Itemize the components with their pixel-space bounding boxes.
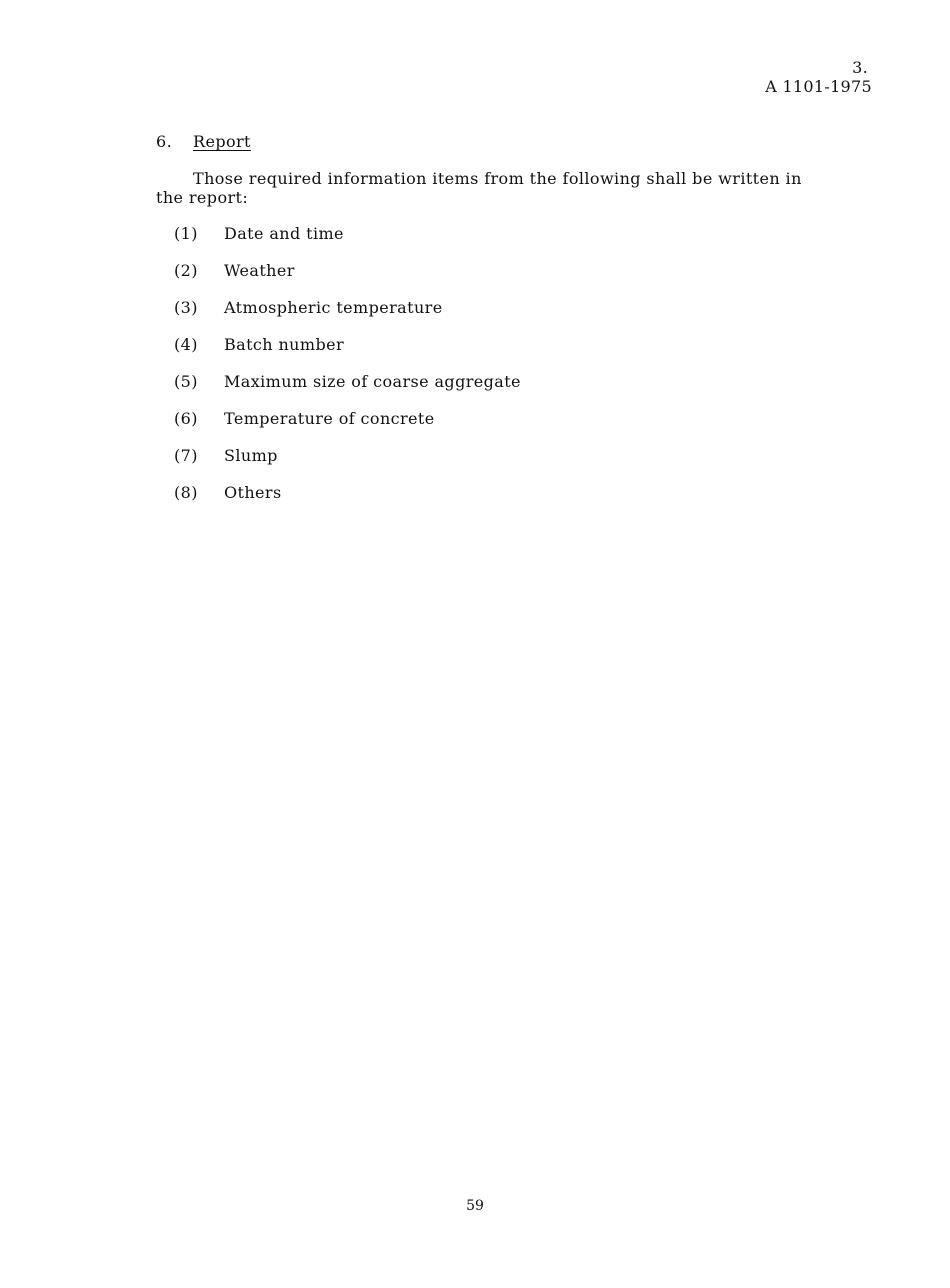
item-text: Weather (224, 261, 295, 280)
report-items-list (174, 223, 521, 519)
item-number: (7) (174, 446, 198, 465)
list-item (174, 408, 521, 445)
item-text: Slump (224, 446, 278, 465)
list-item (174, 482, 521, 519)
header-document-id: A 1101-1975 (765, 77, 872, 96)
intro-paragraph (156, 169, 856, 207)
item-number: (8) (174, 483, 198, 502)
section-number: 6. (156, 132, 173, 151)
item-text: Maximum size of coarse aggregate (224, 372, 521, 391)
section-heading (156, 132, 251, 151)
item-text: Others (224, 483, 282, 502)
list-item (174, 223, 521, 260)
item-text: Temperature of concrete (224, 409, 435, 428)
list-item (174, 445, 521, 482)
item-text: Batch number (224, 335, 345, 354)
item-text: Date and time (224, 224, 344, 243)
item-number: (6) (174, 409, 198, 428)
list-item (174, 371, 521, 408)
footer-page-number: 59 (466, 1198, 484, 1214)
page-header (765, 58, 872, 96)
list-item (174, 334, 521, 371)
header-page-number: 3. (852, 58, 868, 77)
item-number: (3) (174, 298, 198, 317)
item-number: (5) (174, 372, 198, 391)
section-title: Report (193, 132, 251, 151)
item-text: Atmospheric temperature (224, 298, 443, 317)
item-number: (2) (174, 261, 198, 280)
intro-line-1: Those required information items from the following shall be written in (193, 169, 802, 188)
intro-line-2: the report: (156, 188, 249, 207)
item-number: (4) (174, 335, 198, 354)
list-item (174, 297, 521, 334)
list-item (174, 260, 521, 297)
item-number: (1) (174, 224, 198, 243)
